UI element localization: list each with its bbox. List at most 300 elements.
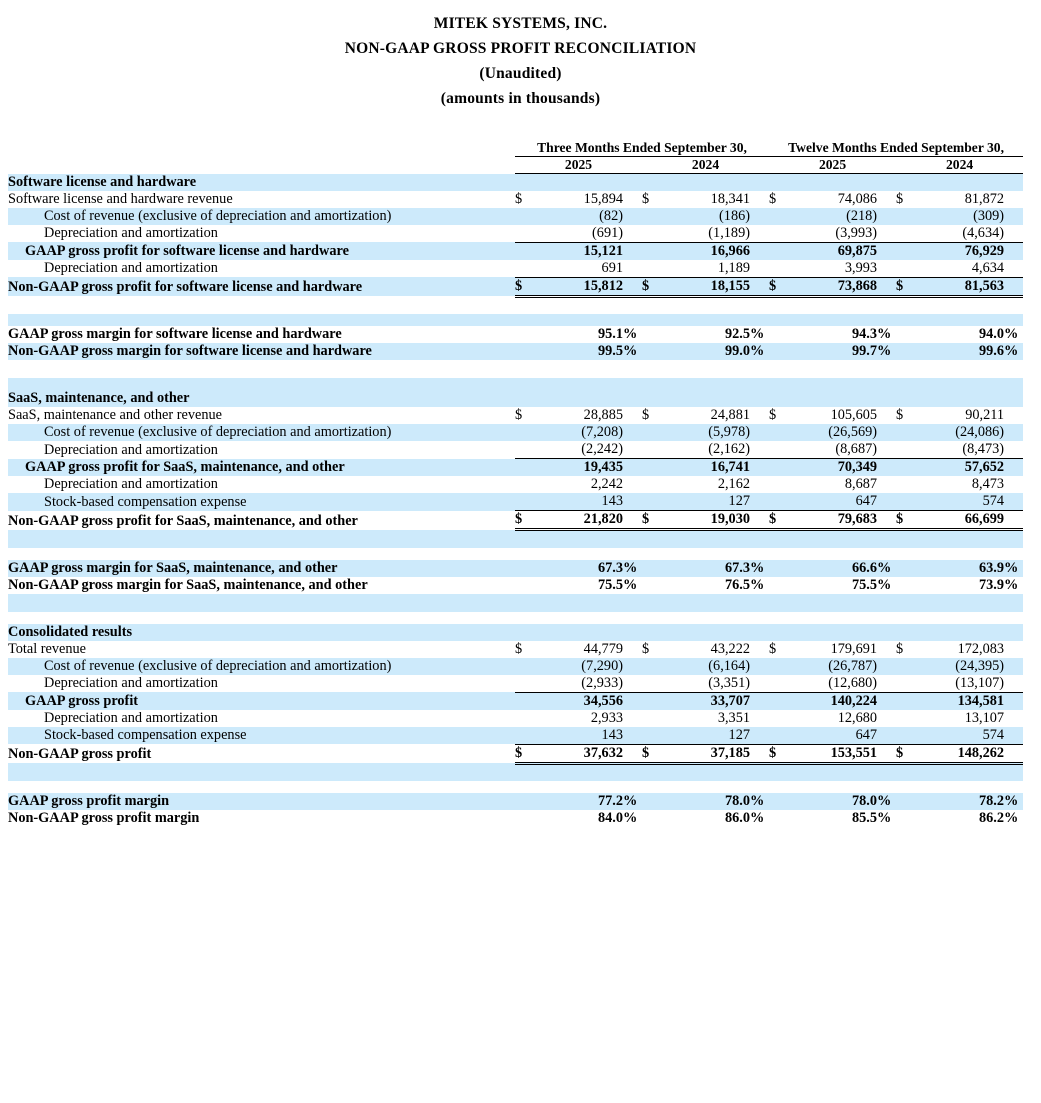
- percent-col-3: [1004, 260, 1023, 278]
- row-label: Depreciation and amortization: [8, 441, 515, 459]
- currency-symbol-col-0: [515, 493, 537, 511]
- currency-symbol-col-0: [515, 793, 537, 810]
- percent-col-0: [623, 208, 642, 225]
- value-col-0: 95.1: [537, 326, 623, 343]
- spacer-cell: [918, 594, 1004, 612]
- currency-symbol-col-3: [896, 560, 918, 577]
- percent-col-2: [877, 727, 896, 745]
- currency-symbol-col-1: [642, 493, 664, 511]
- spacer-cell: [664, 763, 750, 781]
- value-col-1: [664, 390, 750, 407]
- spacer-cell: [642, 360, 664, 378]
- currency-symbol-col-3: [896, 174, 918, 191]
- percent-col-3: [1004, 493, 1023, 511]
- percent-col-0: %: [623, 560, 642, 577]
- spacer-cell: [537, 314, 623, 326]
- currency-symbol-col-2: [769, 260, 791, 278]
- value-col-1: 67.3: [664, 560, 750, 577]
- percent-col-0: [623, 424, 642, 441]
- currency-symbol-col-1: [642, 225, 664, 243]
- currency-symbol-col-3: [896, 441, 918, 459]
- spacer-cell: [8, 360, 515, 378]
- currency-symbol-col-2: [769, 476, 791, 493]
- value-col-2: 75.5: [791, 577, 877, 594]
- value-col-2: 153,551: [791, 744, 877, 763]
- spacer-cell: [537, 296, 623, 314]
- percent-col-1: [750, 424, 769, 441]
- row-label: Non-GAAP gross profit: [8, 744, 515, 763]
- percent-col-2: [877, 641, 896, 658]
- percent-col-3: %: [1004, 343, 1023, 360]
- percent-col-1: [750, 191, 769, 208]
- row-label: GAAP gross profit for software license and hardware: [8, 242, 515, 260]
- value-col-2: 70,349: [791, 459, 877, 477]
- value-col-1: 2,162: [664, 476, 750, 493]
- spacer-cell: [877, 378, 896, 390]
- percent-col-0: %: [623, 343, 642, 360]
- value-col-2: (12,680): [791, 675, 877, 693]
- row-label: GAAP gross profit for SaaS, maintenance, and other: [8, 459, 515, 477]
- spacer-cell: [918, 548, 1004, 560]
- spacer-cell: [642, 314, 664, 326]
- value-col-1: [664, 174, 750, 191]
- margin-row: [8, 326, 1023, 343]
- percent-col-3: [1004, 744, 1023, 763]
- spacer-cell: [8, 314, 515, 326]
- percent-col-1: %: [750, 343, 769, 360]
- value-col-3: (13,107): [918, 675, 1004, 693]
- percent-col-3: %: [1004, 810, 1023, 827]
- row-label: Non-GAAP gross profit for software license and hardware: [8, 277, 515, 296]
- data-row: [8, 225, 1023, 243]
- percent-col-3: [1004, 727, 1023, 745]
- value-col-0: 44,779: [537, 641, 623, 658]
- spacer-cell: [769, 781, 791, 793]
- currency-symbol-col-2: [769, 225, 791, 243]
- spacer-row: [8, 548, 1023, 560]
- value-col-2: [791, 390, 877, 407]
- percent-col-1: %: [750, 810, 769, 827]
- percent-col-0: [623, 390, 642, 407]
- value-col-0: 75.5: [537, 577, 623, 594]
- section-heading-row: [8, 390, 1023, 407]
- percent-col-2: [877, 424, 896, 441]
- currency-symbol-col-1: [642, 675, 664, 693]
- spacer-cell: [769, 594, 791, 612]
- column-group-header-0: Three Months Ended September 30,: [515, 140, 769, 157]
- spacer-cell: [896, 612, 918, 624]
- currency-symbol-col-3: [896, 343, 918, 360]
- spacer-cell: [8, 530, 515, 548]
- percent-col-1: %: [750, 577, 769, 594]
- header-spacer: [8, 157, 515, 174]
- currency-symbol-col-2: $: [769, 641, 791, 658]
- percent-col-2: [877, 208, 896, 225]
- percent-col-1: [750, 727, 769, 745]
- value-col-0: 28,885: [537, 407, 623, 424]
- percent-col-3: %: [1004, 577, 1023, 594]
- percent-col-0: [623, 727, 642, 745]
- currency-symbol-col-0: $: [515, 277, 537, 296]
- currency-symbol-col-2: [769, 326, 791, 343]
- currency-symbol-col-3: [896, 624, 918, 641]
- value-col-2: (3,993): [791, 225, 877, 243]
- spacer-cell: [642, 378, 664, 390]
- currency-symbol-col-1: $: [642, 641, 664, 658]
- spacer-cell: [537, 763, 623, 781]
- value-col-1: [664, 624, 750, 641]
- spacer-cell: [769, 763, 791, 781]
- percent-col-0: %: [623, 577, 642, 594]
- value-col-3: (8,473): [918, 441, 1004, 459]
- percent-col-2: [877, 493, 896, 511]
- value-col-3: 90,211: [918, 407, 1004, 424]
- percent-col-3: [1004, 441, 1023, 459]
- currency-symbol-col-2: [769, 343, 791, 360]
- currency-symbol-col-1: [642, 727, 664, 745]
- value-col-0: 67.3: [537, 560, 623, 577]
- value-col-0: 15,894: [537, 191, 623, 208]
- spacer-cell: [918, 360, 1004, 378]
- margin-label: GAAP gross profit margin: [8, 793, 515, 810]
- percent-col-0: [623, 493, 642, 511]
- percent-col-2: [877, 624, 896, 641]
- percent-col-2: [877, 744, 896, 763]
- value-col-1: (1,189): [664, 225, 750, 243]
- data-row: [8, 727, 1023, 745]
- spacer-cell: [623, 594, 642, 612]
- spacer-cell: [1004, 360, 1023, 378]
- value-col-2: 105,605: [791, 407, 877, 424]
- spacer-cell: [769, 548, 791, 560]
- spacer-cell: [642, 594, 664, 612]
- percent-col-0: [623, 658, 642, 675]
- margin-label: Non-GAAP gross margin for software license and hardware: [8, 343, 515, 360]
- value-col-1: 19,030: [664, 511, 750, 530]
- percent-col-0: [623, 692, 642, 710]
- percent-col-2: [877, 441, 896, 459]
- spacer-cell: [791, 594, 877, 612]
- currency-symbol-col-1: [642, 174, 664, 191]
- currency-symbol-col-0: [515, 260, 537, 278]
- value-col-3: 78.2: [918, 793, 1004, 810]
- currency-symbol-col-3: [896, 710, 918, 727]
- value-col-0: (2,933): [537, 675, 623, 693]
- spacer-cell: [877, 530, 896, 548]
- currency-symbol-col-3: [896, 390, 918, 407]
- value-col-1: 76.5: [664, 577, 750, 594]
- value-col-1: (6,164): [664, 658, 750, 675]
- percent-col-2: %: [877, 810, 896, 827]
- value-col-2: (218): [791, 208, 877, 225]
- percent-col-2: [877, 511, 896, 530]
- data-row: [8, 407, 1023, 424]
- spacer-cell: [537, 530, 623, 548]
- currency-symbol-col-1: [642, 390, 664, 407]
- value-col-1: 127: [664, 727, 750, 745]
- value-col-3: 172,083: [918, 641, 1004, 658]
- currency-symbol-col-1: [642, 692, 664, 710]
- currency-symbol-col-1: $: [642, 191, 664, 208]
- spacer-cell: [8, 548, 515, 560]
- spacer-cell: [515, 378, 537, 390]
- value-col-3: 81,563: [918, 277, 1004, 296]
- percent-col-0: [623, 260, 642, 278]
- value-col-2: (8,687): [791, 441, 877, 459]
- currency-symbol-col-1: [642, 793, 664, 810]
- percent-col-3: %: [1004, 793, 1023, 810]
- currency-symbol-col-2: $: [769, 511, 791, 530]
- currency-symbol-col-1: [642, 326, 664, 343]
- value-col-2: 73,868: [791, 277, 877, 296]
- spacer-cell: [623, 314, 642, 326]
- currency-symbol-col-0: $: [515, 191, 537, 208]
- percent-col-3: [1004, 191, 1023, 208]
- value-col-2: 8,687: [791, 476, 877, 493]
- spacer-row: [8, 378, 1023, 390]
- value-col-1: 43,222: [664, 641, 750, 658]
- currency-symbol-col-3: [896, 242, 918, 260]
- spacer-cell: [642, 781, 664, 793]
- spacer-cell: [664, 530, 750, 548]
- data-row: [8, 658, 1023, 675]
- percent-col-2: [877, 675, 896, 693]
- spacer-cell: [769, 314, 791, 326]
- currency-symbol-col-0: [515, 810, 537, 827]
- value-col-0: [537, 390, 623, 407]
- value-col-3: (309): [918, 208, 1004, 225]
- value-col-3: 99.6: [918, 343, 1004, 360]
- percent-col-3: [1004, 242, 1023, 260]
- value-col-2: 74,086: [791, 191, 877, 208]
- percent-col-2: [877, 174, 896, 191]
- percent-col-1: [750, 277, 769, 296]
- row-label: Cost of revenue (exclusive of depreciation and amortization): [8, 658, 515, 675]
- spacer-row: [8, 314, 1023, 326]
- percent-col-3: [1004, 675, 1023, 693]
- spacer-cell: [918, 781, 1004, 793]
- value-col-3: (24,086): [918, 424, 1004, 441]
- currency-symbol-col-0: [515, 343, 537, 360]
- value-col-0: (82): [537, 208, 623, 225]
- percent-col-1: [750, 476, 769, 493]
- value-col-3: 94.0: [918, 326, 1004, 343]
- currency-symbol-col-0: [515, 692, 537, 710]
- currency-symbol-col-0: [515, 459, 537, 477]
- percent-col-1: [750, 641, 769, 658]
- percent-col-2: [877, 191, 896, 208]
- currency-symbol-col-2: [769, 242, 791, 260]
- spacer-cell: [8, 594, 515, 612]
- currency-symbol-col-0: [515, 560, 537, 577]
- spacer-cell: [791, 378, 877, 390]
- currency-symbol-col-0: $: [515, 641, 537, 658]
- spacer-cell: [664, 594, 750, 612]
- currency-symbol-col-2: [769, 424, 791, 441]
- spacer-cell: [515, 763, 537, 781]
- data-row: [8, 260, 1023, 278]
- percent-col-1: [750, 658, 769, 675]
- spacer-cell: [623, 612, 642, 624]
- currency-symbol-col-1: [642, 343, 664, 360]
- percent-col-2: [877, 658, 896, 675]
- currency-symbol-col-0: $: [515, 511, 537, 530]
- percent-col-1: [750, 260, 769, 278]
- spacer-row: [8, 763, 1023, 781]
- value-col-2: 647: [791, 493, 877, 511]
- data-row: [8, 459, 1023, 477]
- value-col-0: 21,820: [537, 511, 623, 530]
- percent-col-1: [750, 407, 769, 424]
- percent-col-2: [877, 390, 896, 407]
- percent-col-1: [750, 624, 769, 641]
- margin-label: GAAP gross margin for software license and hardware: [8, 326, 515, 343]
- spacer-cell: [8, 781, 515, 793]
- percent-col-3: [1004, 459, 1023, 477]
- spacer-cell: [664, 378, 750, 390]
- currency-symbol-col-3: [896, 793, 918, 810]
- margin-label: GAAP gross margin for SaaS, maintenance, and other: [8, 560, 515, 577]
- currency-symbol-col-1: [642, 658, 664, 675]
- spacer-cell: [537, 548, 623, 560]
- currency-symbol-col-1: [642, 624, 664, 641]
- value-col-0: [537, 174, 623, 191]
- header-spacer: [8, 140, 515, 157]
- spacer-cell: [791, 763, 877, 781]
- spacer-row: [8, 296, 1023, 314]
- value-col-2: 85.5: [791, 810, 877, 827]
- spacer-cell: [623, 763, 642, 781]
- currency-symbol-col-3: [896, 424, 918, 441]
- value-col-1: 33,707: [664, 692, 750, 710]
- value-col-3: 574: [918, 727, 1004, 745]
- value-col-1: 127: [664, 493, 750, 511]
- value-col-1: (2,162): [664, 441, 750, 459]
- percent-col-1: [750, 174, 769, 191]
- spacer-cell: [791, 530, 877, 548]
- currency-symbol-col-3: [896, 810, 918, 827]
- spacer-cell: [664, 296, 750, 314]
- spacer-cell: [918, 530, 1004, 548]
- percent-col-0: [623, 641, 642, 658]
- spacer-cell: [8, 296, 515, 314]
- spacer-cell: [642, 548, 664, 560]
- row-label: Depreciation and amortization: [8, 675, 515, 693]
- currency-symbol-col-2: [769, 810, 791, 827]
- data-row: [8, 277, 1023, 296]
- value-col-1: 3,351: [664, 710, 750, 727]
- currency-symbol-col-3: [896, 493, 918, 511]
- spacer-cell: [750, 612, 769, 624]
- spacer-row: [8, 594, 1023, 612]
- value-col-1: 24,881: [664, 407, 750, 424]
- currency-symbol-col-0: $: [515, 744, 537, 763]
- percent-col-1: [750, 441, 769, 459]
- percent-col-1: [750, 744, 769, 763]
- spacer-cell: [750, 530, 769, 548]
- currency-symbol-col-1: [642, 424, 664, 441]
- value-col-0: 143: [537, 493, 623, 511]
- percent-col-3: [1004, 641, 1023, 658]
- currency-symbol-col-1: [642, 441, 664, 459]
- currency-symbol-col-1: $: [642, 744, 664, 763]
- currency-symbol-col-2: $: [769, 407, 791, 424]
- currency-symbol-col-0: [515, 424, 537, 441]
- currency-symbol-col-3: [896, 675, 918, 693]
- percent-col-2: [877, 710, 896, 727]
- spacer-cell: [1004, 763, 1023, 781]
- currency-symbol-col-0: [515, 577, 537, 594]
- spacer-cell: [623, 548, 642, 560]
- spacer-cell: [642, 612, 664, 624]
- spacer-cell: [791, 360, 877, 378]
- currency-symbol-col-2: [769, 727, 791, 745]
- value-col-3: [918, 624, 1004, 641]
- spacer-cell: [750, 763, 769, 781]
- margin-row: [8, 343, 1023, 360]
- value-col-1: 18,155: [664, 277, 750, 296]
- currency-symbol-col-2: $: [769, 191, 791, 208]
- row-label: Stock-based compensation expense: [8, 727, 515, 745]
- value-col-1: (3,351): [664, 675, 750, 693]
- currency-symbol-col-1: [642, 208, 664, 225]
- spacer-cell: [896, 594, 918, 612]
- value-col-0: 37,632: [537, 744, 623, 763]
- currency-symbol-col-2: $: [769, 277, 791, 296]
- currency-symbol-col-2: [769, 208, 791, 225]
- spacer-cell: [896, 548, 918, 560]
- spacer-cell: [515, 530, 537, 548]
- spacer-cell: [769, 612, 791, 624]
- value-col-0: (7,208): [537, 424, 623, 441]
- audit-status: (Unaudited): [479, 65, 562, 82]
- percent-col-3: [1004, 277, 1023, 296]
- currency-symbol-col-0: [515, 441, 537, 459]
- value-col-0: 99.5: [537, 343, 623, 360]
- value-col-3: 13,107: [918, 710, 1004, 727]
- percent-col-2: [877, 476, 896, 493]
- currency-symbol-col-1: [642, 710, 664, 727]
- percent-col-0: [623, 710, 642, 727]
- value-col-2: (26,787): [791, 658, 877, 675]
- spacer-cell: [791, 612, 877, 624]
- value-col-3: 57,652: [918, 459, 1004, 477]
- spacer-cell: [664, 548, 750, 560]
- percent-col-3: %: [1004, 560, 1023, 577]
- currency-symbol-col-3: [896, 476, 918, 493]
- value-col-0: [537, 624, 623, 641]
- currency-symbol-col-3: $: [896, 277, 918, 296]
- value-col-2: (26,569): [791, 424, 877, 441]
- data-row: [8, 424, 1023, 441]
- row-label: Cost of revenue (exclusive of depreciation and amortization): [8, 208, 515, 225]
- currency-symbol-col-2: [769, 658, 791, 675]
- spacer-cell: [537, 594, 623, 612]
- value-col-0: 143: [537, 727, 623, 745]
- section-heading: Software license and hardware: [8, 174, 515, 191]
- percent-col-3: [1004, 624, 1023, 641]
- value-col-2: 3,993: [791, 260, 877, 278]
- percent-col-1: [750, 692, 769, 710]
- spacer-cell: [791, 296, 877, 314]
- currency-symbol-col-3: [896, 658, 918, 675]
- spacer-row: [8, 360, 1023, 378]
- column-group-header-1: Twelve Months Ended September 30,: [769, 140, 1023, 157]
- value-col-3: 86.2: [918, 810, 1004, 827]
- spacer-cell: [896, 530, 918, 548]
- spacer-cell: [537, 781, 623, 793]
- spacer-row: [8, 612, 1023, 624]
